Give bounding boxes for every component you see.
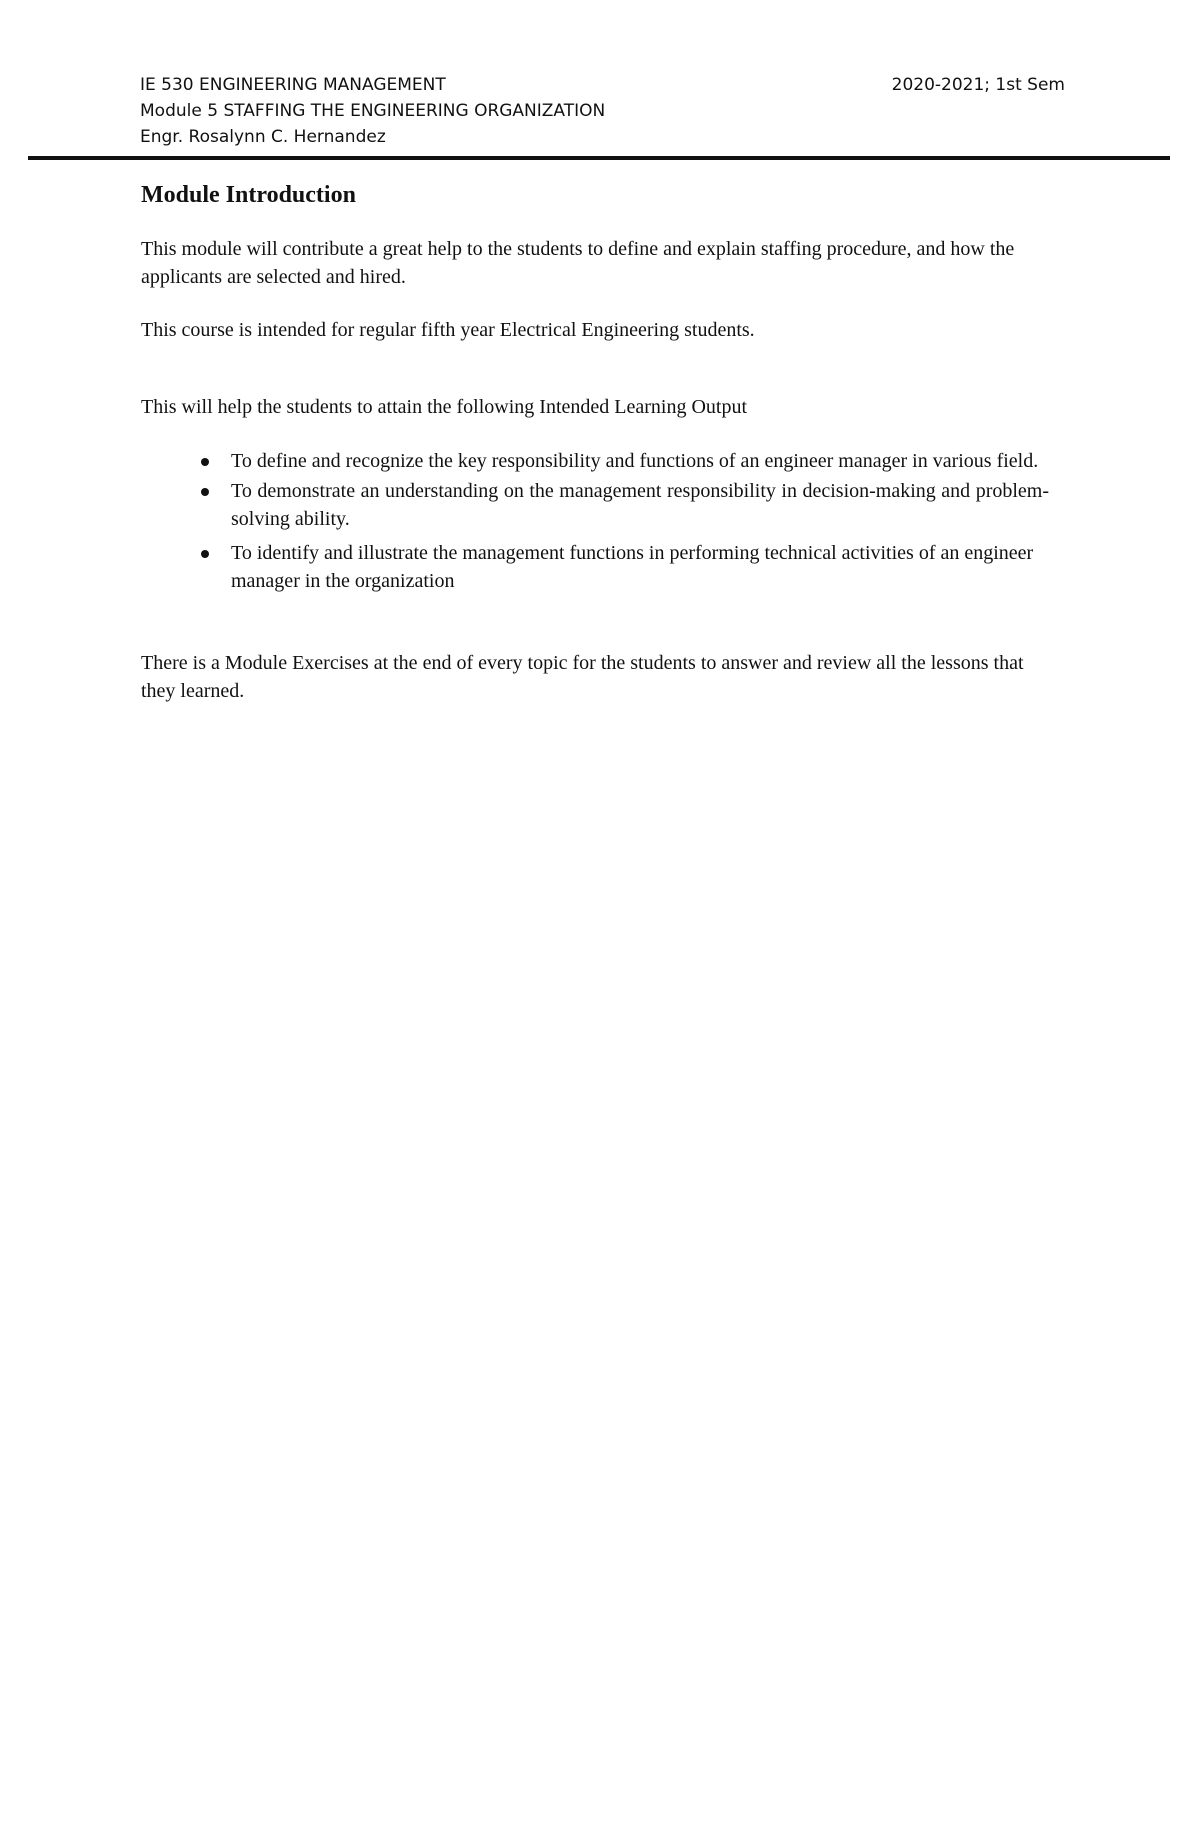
section-title: Module Introduction	[141, 182, 356, 208]
module-name: Module 5 STAFFING THE ENGINEERING ORGANIZATION	[140, 101, 606, 121]
course-note-paragraph: This course is intended for regular fifth year Electrical Engineering students.	[141, 319, 755, 341]
bullet-icon	[201, 550, 209, 558]
page-header	[140, 72, 1065, 150]
instructor-name: Engr. Rosalynn C. Hernandez	[140, 127, 386, 147]
academic-term: 2020-2021; 1st Sem	[891, 75, 1065, 95]
learning-outcome-item	[141, 447, 1049, 475]
learning-outcome-item	[141, 539, 1049, 595]
learning-outcome-text: To define and recognize the key responsibility and functions of an engineer manager in various field.	[231, 450, 1039, 472]
bullet-icon	[201, 488, 209, 496]
learning-outcome-text: To identify and illustrate the management functions in performing technical activities of an engineer manager in the organization	[231, 542, 1034, 592]
learning-outcomes-list	[141, 447, 1061, 595]
header-top-row	[140, 72, 1065, 98]
learning-output-intro: This will help the students to attain the following Intended Learning Output	[141, 396, 747, 418]
document-body	[141, 179, 1061, 702]
learning-outcome-item	[141, 477, 1049, 533]
bullet-icon	[201, 458, 209, 466]
intro-paragraph: This module will contribute a great help to the students to define and explain staffing procedure, and how the applicants are selected and hired.	[141, 238, 1015, 288]
learning-outcome-text: To demonstrate an understanding on the management responsibility in decision-making and problem-solving ability.	[231, 480, 1049, 530]
course-title: IE 530 ENGINEERING MANAGEMENT	[140, 75, 446, 95]
header-divider	[28, 156, 1170, 160]
closing-paragraph: There is a Module Exercises at the end of every topic for the students to answer and review all the lessons that they learned.	[141, 652, 1024, 702]
